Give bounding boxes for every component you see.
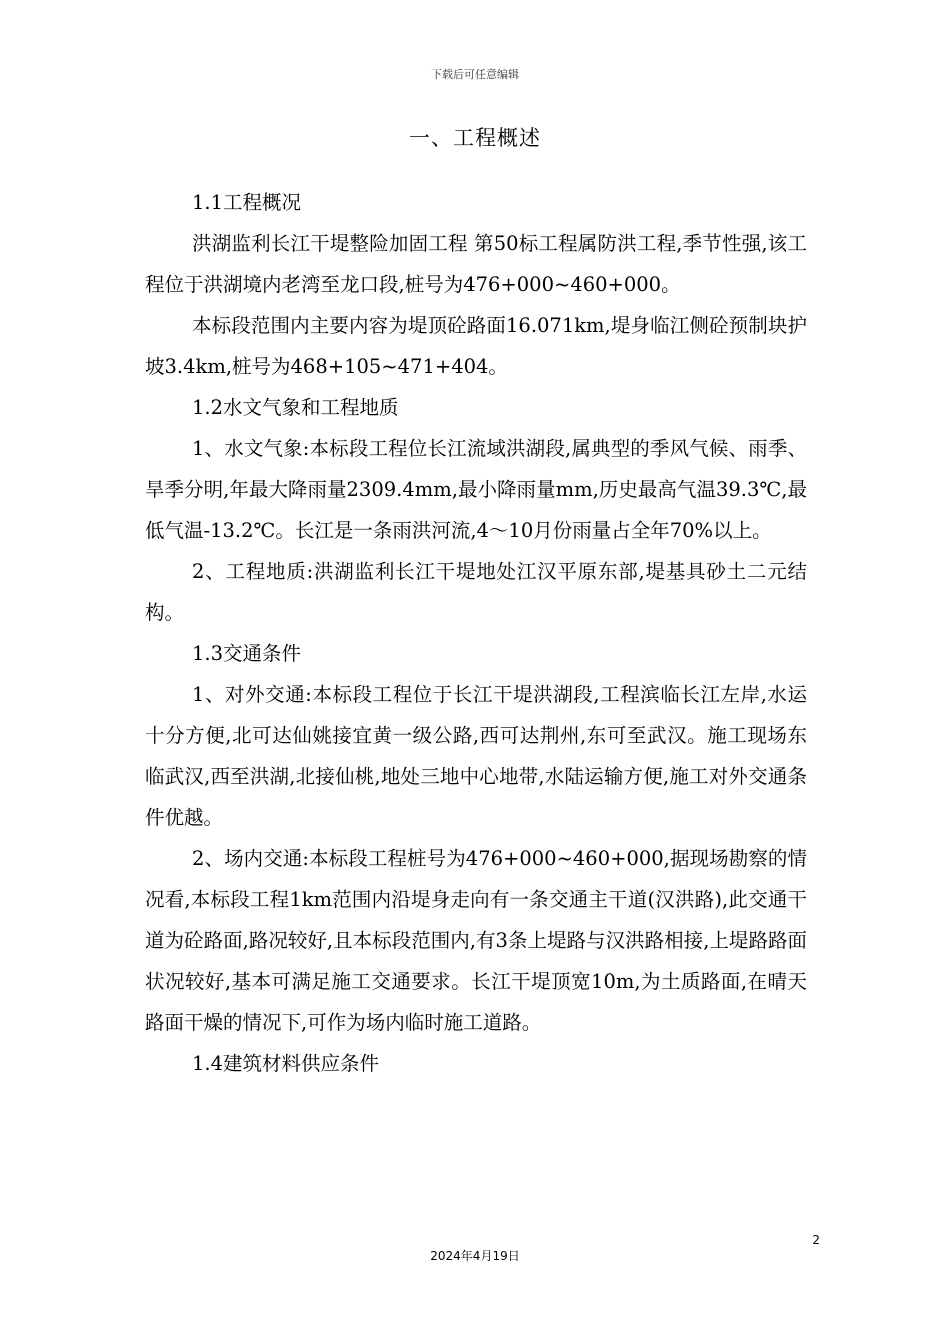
paragraph: 1、对外交通:本标段工程位于长江干堤洪湖段,工程滨临长江左岸,水运十分方便,北可达仙姚接宜黄一级公路,西可达荆州,东可至武汉。施工现场东临武汉,西至洪湖,北接仙桃,地处三地中心地带,水陆运输方便,施工对外交通条件优越。 (145, 683, 807, 829)
footer-date: 2024年4月19日 (430, 1249, 520, 1263)
paragraph: 2、工程地质:洪湖监利长江干堤地处江汉平原东部,堤基具砂土二元结构。 (145, 560, 807, 624)
paragraph: 2、场内交通:本标段工程桩号为476+000~460+000,据现场勘察的情况看,本标段工程1km范围内沿堤身走向有一条交通主干道(汉洪路),此交通干道为砼路面,路况较好,且本标段范围内,有3条上堤路与汉洪路相接,上堤路路面状况较好,基本可满足施工交通要求。长江干堤顶宽10m,为土质路面,在晴天路面干燥的情况下,可作为场内临时施工道路。 (145, 847, 807, 1034)
paragraph: 本标段范围内主要内容为堤顶砼路面16.071km,堤身临江侧砼预制块护坡3.4km,桩号为468+105~471+404。 (145, 314, 807, 378)
subsection-heading: 1.2水文气象和工程地质 (192, 396, 399, 419)
paragraph: 1、水文气象:本标段工程位长江流域洪湖段,属典型的季风气候、雨季、旱季分明,年最大降雨量2309.4mm,最小降雨量mm,历史最高气温39.3℃,最低气温-13.2℃。长江是一条雨洪河流,4～10月份雨量占全年70%以上。 (145, 437, 807, 542)
subsection-heading: 1.1工程概况 (192, 191, 302, 214)
subsection-heading: 1.3交通条件 (192, 642, 302, 665)
paragraph: 洪湖监利长江干堤整险加固工程 第50标工程属防洪工程,季节性强,该工程位于洪湖境内老湾至龙口段,桩号为476+000~460+000。 (145, 232, 807, 296)
page-header: 下载后可任意编辑 (431, 68, 519, 81)
subsection-heading: 1.4建筑材料供应条件 (192, 1052, 380, 1075)
section-title: 一、工程概述 (409, 126, 541, 150)
document-body (145, 182, 807, 1084)
page-number: 2 (812, 1233, 820, 1247)
